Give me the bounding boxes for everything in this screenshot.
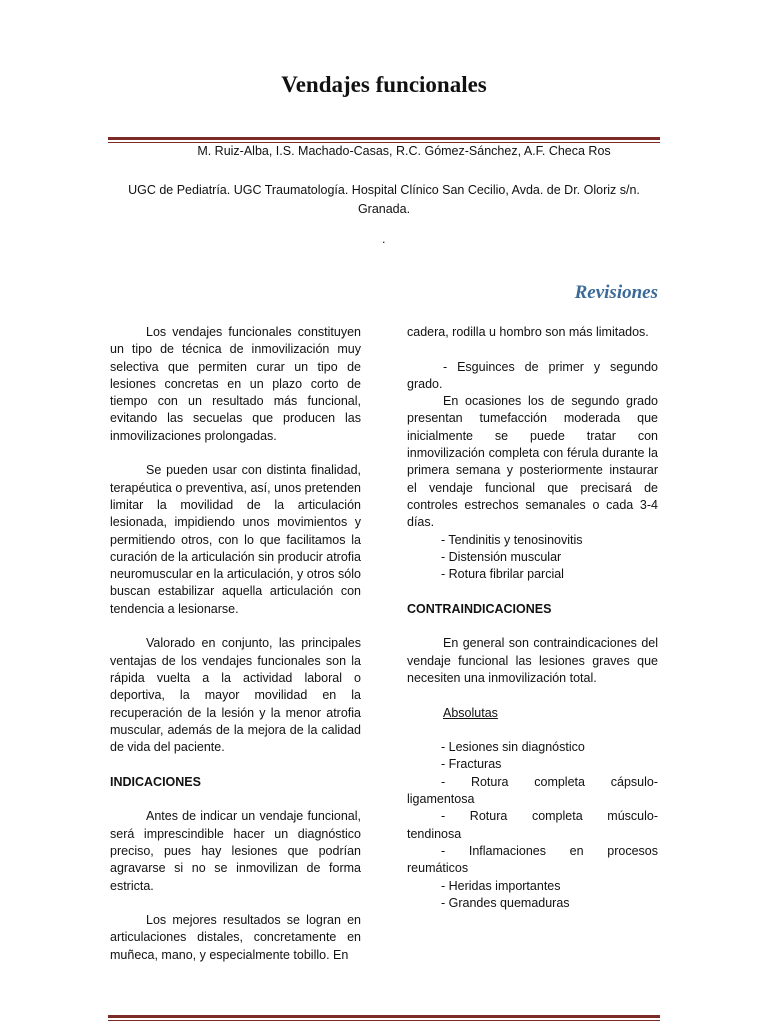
list-item: - Inflamaciones en procesos [441,843,658,858]
footer-rule [108,1015,660,1021]
list-item: - Distensión muscular [441,549,562,564]
list-item: - Rotura completa cápsulo- [441,774,658,789]
paragraph: Los mejores resultados se logran en articulaciones distales, concretamente en muñeca, mano, y especialmente tobillo. En [110,913,361,962]
paragraph: En ocasiones los de segundo grado presentan tumefacción moderada que inicialmente se puede tratar con inmovilización completa con férula durante la primera semana y posteriormente instaurar el vendaje funcional que precisará de controles estrechos semanales o cada 3-4 días. [407,394,658,530]
list-item: - Esguinces de primer y segundo grado. [407,359,658,391]
list-item: - Lesiones sin diagnóstico [441,740,585,755]
authors-line: M. Ruiz-Alba, I.S. Machado-Casas, R.C. Gómez-Sánchez, A.F. Checa Ros [197,144,611,158]
list-item: - Fracturas [441,757,502,772]
paragraph: En general son contraindicaciones del vendaje funcional las lesiones graves que necesiten una inmovilización total. [407,636,658,685]
subheading-absolutas: Absolutas [443,705,498,720]
list-item: - Rotura completa músculo- [441,809,658,824]
paragraph: Antes de indicar un vendaje funcional, será imprescindible hacer un diagnóstico preciso, pues hay lesiones que podrían agravarse si no se inmovilizan de forma estricta. [110,809,361,893]
right-column [407,324,658,912]
heading-contraindicaciones: CONTRAINDICACIONES [407,601,552,616]
section-tag: Revisiones [574,282,658,303]
heading-indicaciones: INDICACIONES [110,774,201,789]
list-item: - Heridas importantes [441,878,561,893]
affiliation: UGC de Pediatría. UGC Traumatología. Hospital Clínico San Cecilio, Avda. de Dr. Oloriz s/n. Granada. [128,183,640,216]
article-title: Vendajes funcionales [281,72,487,97]
paragraph: cadera, rodilla u hombro son más limitados. [407,325,649,339]
separator-dot: . [382,232,386,246]
list-item: - Tendinitis y tenosinovitis [441,532,583,547]
list-item-continued: reumáticos [407,861,469,876]
paragraph: Se pueden usar con distinta finalidad, terapéutica o preventiva, así, unos pretenden limitar la movilidad de la articulación lesionada, impidiendo unos movimientos y permitiendo otros, con lo que facilitamos la curación de la articulación sin producir atrofia neuromuscular en la articulación, y otros sólo buscan estabilizar aquella articulación con tendencia a lesionarse. [110,463,361,616]
list-item: - Rotura fibrilar parcial [441,567,564,582]
left-column [110,324,361,964]
list-item-continued: ligamentosa [407,792,475,807]
list-item-continued: tendinosa [407,826,462,841]
paragraph: Valorado en conjunto, las principales ventajas de los vendajes funcionales son la rápida vuelta a la actividad laboral o deportiva, la mayor movilidad en la recuperación de la lesión y la menor atrofia muscular, además de la mejora de la calidad de vida del paciente. [110,636,361,755]
header-rule [108,137,660,143]
list-item: - Grandes quemaduras [441,895,570,910]
paragraph: Los vendajes funcionales constituyen un tipo de técnica de inmovilización muy selectiva que permiten curar un tipo de lesiones concretas en un plazo corto de tiempo con un resultado más funcional, evitando las secuelas que producen las inmovilizaciones prolongadas. [110,325,361,443]
